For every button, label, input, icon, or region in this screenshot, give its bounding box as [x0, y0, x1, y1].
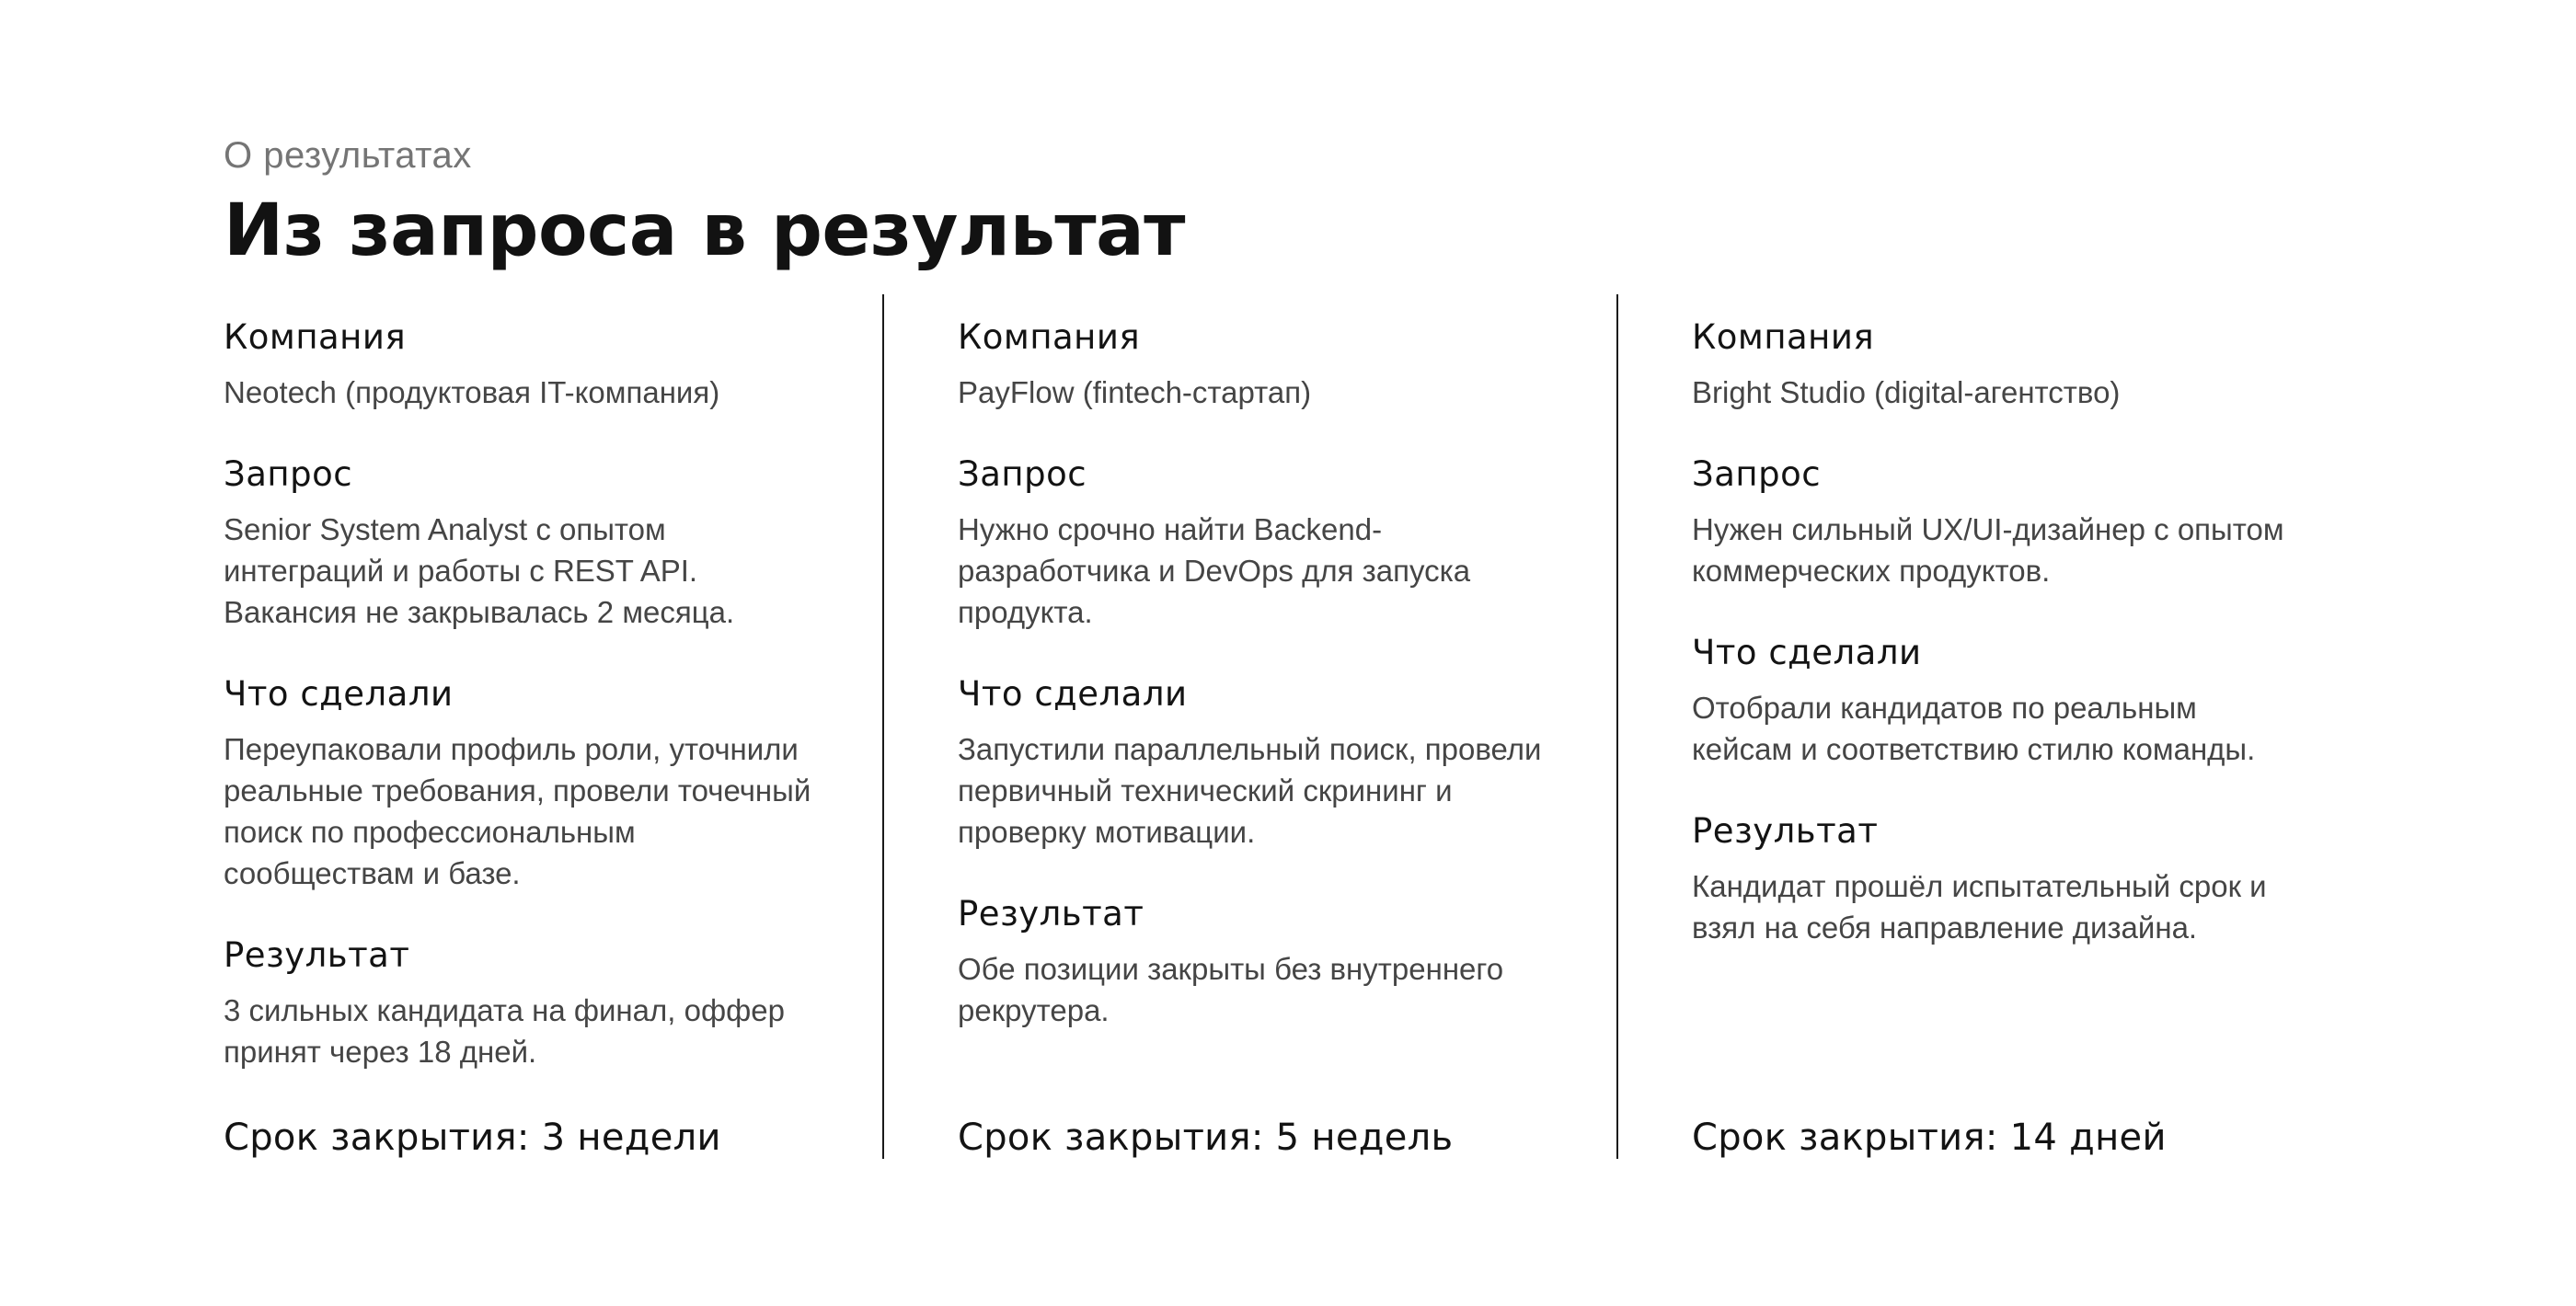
closing-time: Срок закрытия: 5 недель: [958, 1117, 1454, 1159]
case-column-neotech: [224, 294, 884, 1159]
request-value: Нужно срочно найти Backend-разработчика и DevOps для запуска продукта.: [958, 512, 1471, 629]
closing-time: Срок закрытия: 3 недели: [224, 1117, 721, 1159]
cases-grid: [224, 294, 2352, 1159]
closing-time: Срок закрытия: 14 дней: [1692, 1117, 2167, 1159]
company-label: Компания: [1692, 317, 1875, 357]
actions-value: Запустили параллельный поиск, провели первичный технический скрининг и проверку мотивации.: [958, 732, 1542, 849]
result-value: Кандидат прошёл испытательный срок и взял на себя направление дизайна.: [1692, 869, 2267, 945]
company-label: Компания: [958, 317, 1141, 357]
company-value: Neotech (продуктовая IT-компания): [224, 375, 720, 409]
actions-value: Отобрали кандидатов по реальным кейсам и соответствию стилю команды.: [1692, 691, 2256, 766]
company-value: PayFlow (fintech-стартап): [958, 375, 1312, 409]
actions-label: Что сделали: [224, 674, 454, 714]
result-value: 3 сильных кандидата на финал, оффер принят через 18 дней.: [224, 993, 785, 1069]
request-value: Senior System Analyst с опытом интеграций и работы с REST API. Вакансия не закрывалась 2 месяца.: [224, 512, 735, 629]
result-label: Результат: [1692, 811, 1879, 851]
case-column-bright-studio: [1692, 294, 2352, 1159]
eyebrow-label: О результатах: [224, 135, 472, 176]
request-label: Запрос: [958, 454, 1087, 494]
request-value: Нужен сильный UX/UI-дизайнер с опытом коммерческих продуктов.: [1692, 512, 2284, 588]
request-label: Запрос: [1692, 454, 1822, 494]
actions-label: Что сделали: [1692, 633, 1922, 672]
actions-value: Переупаковали профиль роли, уточнили реальные требования, провели точечный поиск по профессиональным сообществам и базе.: [224, 732, 811, 890]
actions-label: Что сделали: [958, 674, 1188, 714]
result-label: Результат: [958, 894, 1144, 934]
page-title: Из запроса в результат: [224, 189, 1185, 272]
company-label: Компания: [224, 317, 407, 357]
result-value: Обе позиции закрыты без внутреннего рекрутера.: [958, 952, 1504, 1027]
case-column-payflow: [958, 294, 1618, 1159]
company-value: Bright Studio (digital-агентство): [1692, 375, 2121, 409]
result-label: Результат: [224, 935, 410, 975]
request-label: Запрос: [224, 454, 353, 494]
